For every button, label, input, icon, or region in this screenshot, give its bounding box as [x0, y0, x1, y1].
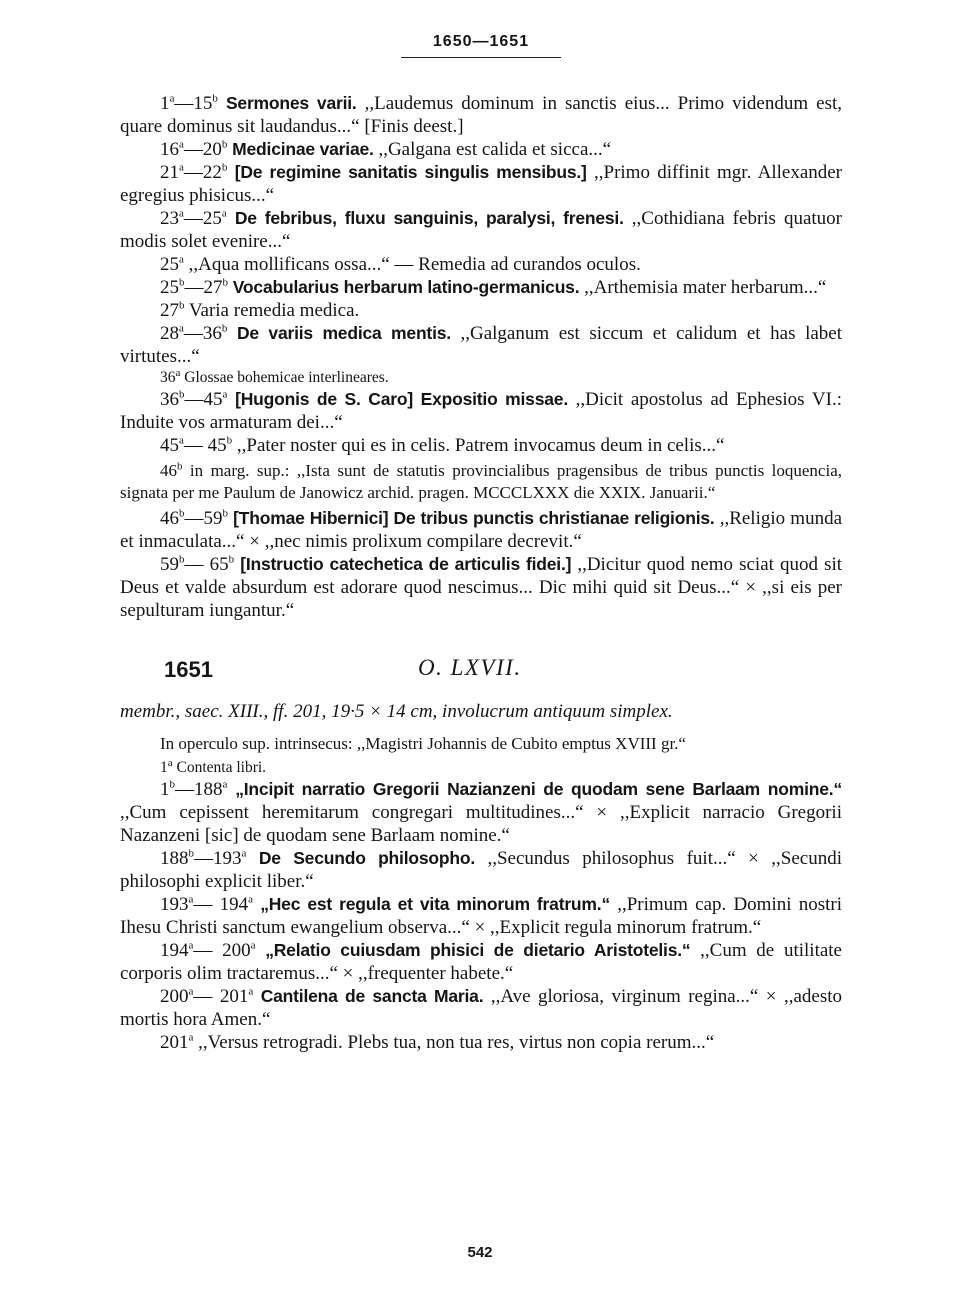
catalog-entry [120, 507, 842, 553]
catalog-entry [120, 138, 842, 161]
entries-1650-cont [120, 388, 842, 457]
entry-ref-end: —20 [183, 139, 222, 160]
entry-ref-end: —59 [184, 508, 223, 529]
catalog-entry [120, 299, 842, 322]
manuscript-number: 1651 [164, 657, 213, 682]
entry-ref: 16 [160, 139, 179, 160]
entry-text: ,,Ave gloriosa, virginum regina...“ × ,,adesto mortis hora Amen.“ [120, 986, 843, 1030]
entry-ref-end-sup: a [222, 388, 228, 401]
entry-ref: 1 [160, 759, 168, 776]
entry-title: [Instructio catechetica de articulis fidei.] [240, 554, 572, 574]
entry-ref-end: —36 [183, 323, 222, 344]
entry-text: ,,Cum cepissent heremitarum congregari multitudines...“ × ,,Explicit narracio Gregorii Nazanzeni [sic] de quodam sene Barlaam nomine.“ [120, 802, 842, 846]
entry-title: „Hec est regula et vita minorum fratrum.“ [260, 894, 610, 914]
entry-ref-end-sup: b [221, 138, 228, 151]
entry-text: ,,Galgana est calida et sicca...“ [373, 139, 612, 160]
catalog-entry [120, 985, 842, 1031]
entry-text: ,,Primum cap. Domini nostri Ihesu Christi sanctum ewangelium observa...“ × ,,Explicit regula minorum fratrum.“ [120, 894, 842, 938]
entry-text: ,,Religio munda et inmaculata...“ × ,,nec nimis prolixum compilare decrevit.“ [120, 508, 842, 552]
entry-ref-end: — 200 [193, 940, 251, 961]
entry-text: ,,Laudemus dominum in sanctis eius... Primo videndum est, quare dominus sit laudandus...“ [Finis deest.] [120, 93, 842, 137]
entry-title: [De regimine sanitatis singulis mensibus.] [234, 162, 587, 182]
entry-ref-sup: a [179, 253, 184, 266]
entry-ref-end-sup: b [221, 322, 228, 335]
entry-ref: 46 [160, 461, 177, 480]
entry-ref-end-sup: b [221, 161, 228, 174]
entry-ref: 1 [160, 93, 170, 114]
entry-ref-sup: a [188, 939, 194, 952]
entry-ref-end-sup: b [222, 276, 228, 289]
entry-text: ,,Arthemisia mater herbarum...“ [579, 277, 827, 298]
catalog-entry [120, 434, 842, 457]
entry-text: Varia remedia medica. [184, 300, 360, 321]
entry-text: Contenta libri. [172, 759, 267, 776]
entry-ref-sup: a [179, 138, 184, 151]
catalog-entry [120, 388, 842, 434]
entry-title: „Incipit narratio Gregorii Nazianzeni de quodam sene Barlaam nomine.“ [235, 779, 842, 799]
entry-ref-end: —27 [184, 277, 223, 298]
entry-ref-end-sup: b [222, 507, 228, 520]
contents-note [120, 758, 842, 778]
entry-ref-end-sup: b [212, 92, 218, 105]
entry-title: De febribus, fluxu sanguinis, paralysi, frenesi. [234, 208, 624, 228]
entry-ref-end: —188 [175, 779, 223, 800]
entry-ref-sup: b [179, 276, 185, 289]
entries-1651 [120, 778, 842, 1054]
entry-ref-end: —25 [183, 208, 222, 229]
entry-ref: 45 [160, 435, 179, 456]
entry-ref-sup: b [179, 388, 185, 401]
entry-title: „Relatio cuiusdam phisici de dietario Aristotelis.“ [265, 940, 691, 960]
entry-ref: 59 [160, 554, 179, 575]
entry-text: ,,Cum de utilitate corporis olim tractaremus...“ × ,,frequenter habete.“ [120, 940, 842, 984]
entry-ref: 36 [160, 389, 179, 410]
entry-ref-end: — 201 [193, 986, 249, 1007]
running-head [120, 30, 842, 58]
catalog-entry [120, 276, 842, 299]
entry-ref-sup: a [179, 207, 184, 220]
entry-title: [Thomae Hibernici] De tribus punctis christianae religionis. [233, 508, 715, 528]
entry-ref-end: —22 [183, 162, 222, 183]
manuscript-description: membr., saec. XIII., ff. 201, 19·5 × 14 cm, involucrum antiquum simplex. [120, 701, 673, 722]
entry-ref-sup: a [179, 322, 184, 335]
entry-ref-end-sup: b [226, 434, 233, 447]
entry-ref: 201 [160, 1032, 189, 1053]
entry-ref-sup: b [177, 460, 183, 473]
catalog-entry [120, 1031, 842, 1054]
entry-text: ,,Secundus philosophus fuit...“ × ,,Secundi philosophi explicit liber.“ [120, 848, 843, 892]
entry-title: Medicinae variae. [232, 139, 374, 159]
page-body [120, 30, 842, 1054]
entry-ref: 28 [160, 323, 179, 344]
entry-ref-end-sup: a [222, 778, 228, 791]
entry-ref: 194 [160, 940, 189, 961]
entry-text: ,,Dicitur quod nemo sciat quod sit Deus et valde absurdum est adorare quod nescimus... Dic mihi quid sit Deus...“ × ,,si eis per sepulturam iungantur.“ [120, 554, 843, 621]
entry-ref-sup: a [188, 893, 194, 906]
running-head-text: 1650—1651 [401, 30, 561, 58]
catalog-entry [120, 893, 842, 939]
entry-ref: 188 [160, 848, 189, 869]
gloss-note [120, 368, 842, 388]
entry-ref-sup: b [179, 507, 185, 520]
opening-note: In operculo sup. intrinsecus: ,,Magistri Johannis de Cubito emptus XVIII gr.“ [160, 734, 686, 753]
entry-text: Glossae bohemicae interlineares. [180, 369, 389, 386]
page-number: 542 [467, 1244, 493, 1261]
catalog-entry [120, 253, 842, 276]
entry-ref-end-sup: a [248, 893, 253, 906]
entry-ref-sup: a [167, 756, 173, 769]
catalog-entry [120, 161, 842, 207]
entry-ref-sup: a [179, 161, 184, 174]
entry-ref: 36 [160, 369, 176, 386]
entry-ref-end: —45 [184, 389, 223, 410]
catalog-entry [120, 92, 842, 138]
catalog-entry [120, 847, 842, 893]
entry-title: Sermones varii. [225, 93, 357, 113]
entry-ref-end: — 65 [184, 554, 229, 575]
entry-text: ,,Cothidiana febris quatuor modis solet evenire...“ [120, 208, 843, 252]
catalog-entry [120, 939, 842, 985]
entry-ref-sup: a [188, 985, 194, 998]
entry-ref-end: —193 [194, 848, 242, 869]
entry-ref: 23 [160, 208, 179, 229]
entry-ref-end-sup: a [250, 939, 256, 952]
entry-ref-end-sup: a [248, 985, 254, 998]
entry-ref-sup: b [179, 299, 185, 312]
catalog-entry [120, 207, 842, 253]
entry-ref-sup: b [179, 553, 185, 566]
entry-ref-end-sup: a [241, 847, 247, 860]
entry-ref: 27 [160, 300, 179, 321]
entry-ref-sup: a [175, 366, 181, 379]
entry-title: Vocabularius herbarum latino-germanicus. [232, 277, 580, 297]
entry-text: ,,Dicit apostolus ad Ephesios VI.: Induite vos armaturam dei...“ [120, 389, 842, 433]
entry-text: ,,Aqua mollificans ossa...“ — Remedia ad curandos oculos. [183, 254, 641, 275]
entry-ref: 46 [160, 508, 179, 529]
manuscript-shelfmark: O. LXVII. [418, 655, 522, 680]
manuscript-header [120, 652, 842, 692]
catalog-entry [120, 553, 842, 622]
entry-text: in marg. sup.: ,,Ista sunt de statutis provincialibus pragensibus de tribus punctis loquencia, signata per me Paulum de Janowicz archid. pragen. MCCCLXXX die XXIX. Januarii.“ [120, 461, 842, 502]
entry-ref: 25 [160, 254, 179, 275]
entry-text: ,,Primo diffinit mgr. Allexander egregius phisicus...“ [120, 162, 843, 206]
entry-ref: 1 [160, 779, 170, 800]
entry-ref-sup: a [179, 434, 184, 447]
entry-ref-end: —15 [174, 93, 213, 114]
entry-ref: 193 [160, 894, 189, 915]
entries-1650 [120, 92, 842, 368]
entry-ref-end: — 194 [193, 894, 249, 915]
entry-ref-sup: a [169, 92, 175, 105]
entry-title: Cantilena de sancta Maria. [260, 986, 484, 1006]
entry-title: [Hugonis de S. Caro] Expositio missae. [235, 389, 568, 409]
catalog-entry [120, 322, 842, 368]
entry-ref-end-sup: b [228, 553, 235, 566]
entry-title: De Secundo philosopho. [258, 848, 476, 868]
entries-1650-end [120, 507, 842, 622]
entry-ref: 200 [160, 986, 189, 1007]
entry-ref-sup: a [188, 1031, 194, 1044]
catalog-entry [120, 778, 842, 847]
entry-ref-end: — 45 [183, 435, 227, 456]
entry-ref-end-sup: a [221, 207, 227, 220]
entry-text: ,,Pater noster qui es in celis. Patrem invocamus deum in celis...“ [232, 435, 725, 456]
margin-note [120, 460, 842, 504]
entry-text: ,,Versus retrogradi. Plebs tua, non tua res, virtus non copia rerum...“ [193, 1032, 715, 1053]
entry-ref-sup: b [169, 778, 175, 791]
entry-ref-sup: b [188, 847, 194, 860]
entry-ref: 21 [160, 162, 179, 183]
entry-text: ,,Galganum est siccum et calidum et has labet virtutes...“ [120, 323, 842, 367]
entry-ref: 25 [160, 277, 179, 298]
entry-title: De variis medica mentis. [236, 323, 451, 343]
